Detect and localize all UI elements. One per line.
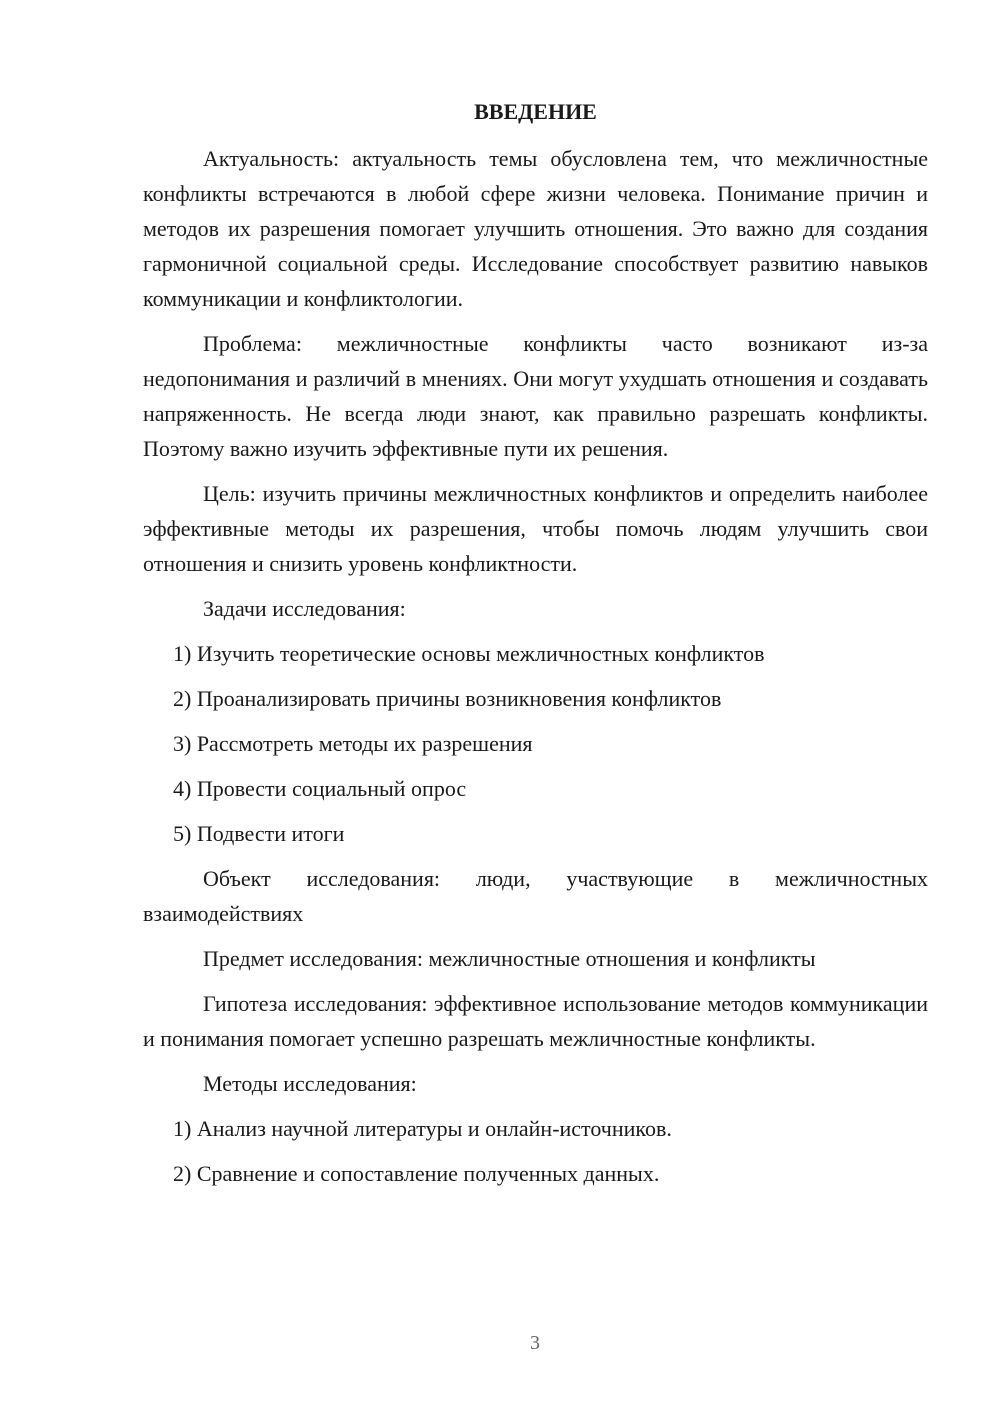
object-paragraph: Объект исследования: люди, участвующие в межличностных взаимодействиях bbox=[143, 866, 928, 926]
task-item-1: 1) Изучить теоретические основы межличностных конфликтов bbox=[173, 641, 765, 666]
subject-paragraph: Предмет исследования: межличностные отношения и конфликты bbox=[203, 946, 816, 971]
task-item-5: 5) Подвести итоги bbox=[173, 821, 345, 846]
relevance-paragraph: Актуальность: актуальность темы обусловлена тем, что межличностные конфликты встречаются в любой сфере жизни человека. Понимание причин и методов их разрешения помогает улучшить отношения. Это важно для создания гармоничной социальной среды. Исследование способствует развитию навыков коммуникации и конфликтологии. bbox=[143, 146, 928, 311]
problem-paragraph: Проблема: межличностные конфликты часто возникают из-за недопонимания и различий в мнениях. Они могут ухудшать отношения и создавать напряженность. Не всегда люди знают, как правильно разрешать конфликты. Поэтому важно изучить эффективные пути их решения. bbox=[143, 331, 928, 461]
hypothesis-paragraph: Гипотеза исследования: эффективное использование методов коммуникации и понимания помогает успешно разрешать межличностные конфликты. bbox=[143, 991, 928, 1051]
method-item-2: 2) Сравнение и сопоставление полученных данных. bbox=[173, 1161, 660, 1186]
goal-paragraph: Цель: изучить причины межличностных конфликтов и определить наиболее эффективные методы их разрешения, чтобы помочь людям улучшить свои отношения и снизить уровень конфликтности. bbox=[143, 481, 928, 576]
methods-heading: Методы исследования: bbox=[203, 1071, 417, 1096]
tasks-heading: Задачи исследования: bbox=[203, 596, 406, 621]
methods-list bbox=[143, 1111, 928, 1191]
task-item-4: 4) Провести социальный опрос bbox=[173, 776, 467, 801]
page-title: ВВЕДЕНИЕ bbox=[474, 99, 597, 124]
tasks-list bbox=[143, 636, 928, 851]
task-item-3: 3) Рассмотреть методы их разрешения bbox=[173, 731, 533, 756]
task-item-2: 2) Проанализировать причины возникновения конфликтов bbox=[173, 686, 722, 711]
method-item-1: 1) Анализ научной литературы и онлайн-источников. bbox=[173, 1116, 672, 1141]
page-number: 3 bbox=[530, 1332, 540, 1354]
document-page bbox=[143, 94, 928, 1201]
